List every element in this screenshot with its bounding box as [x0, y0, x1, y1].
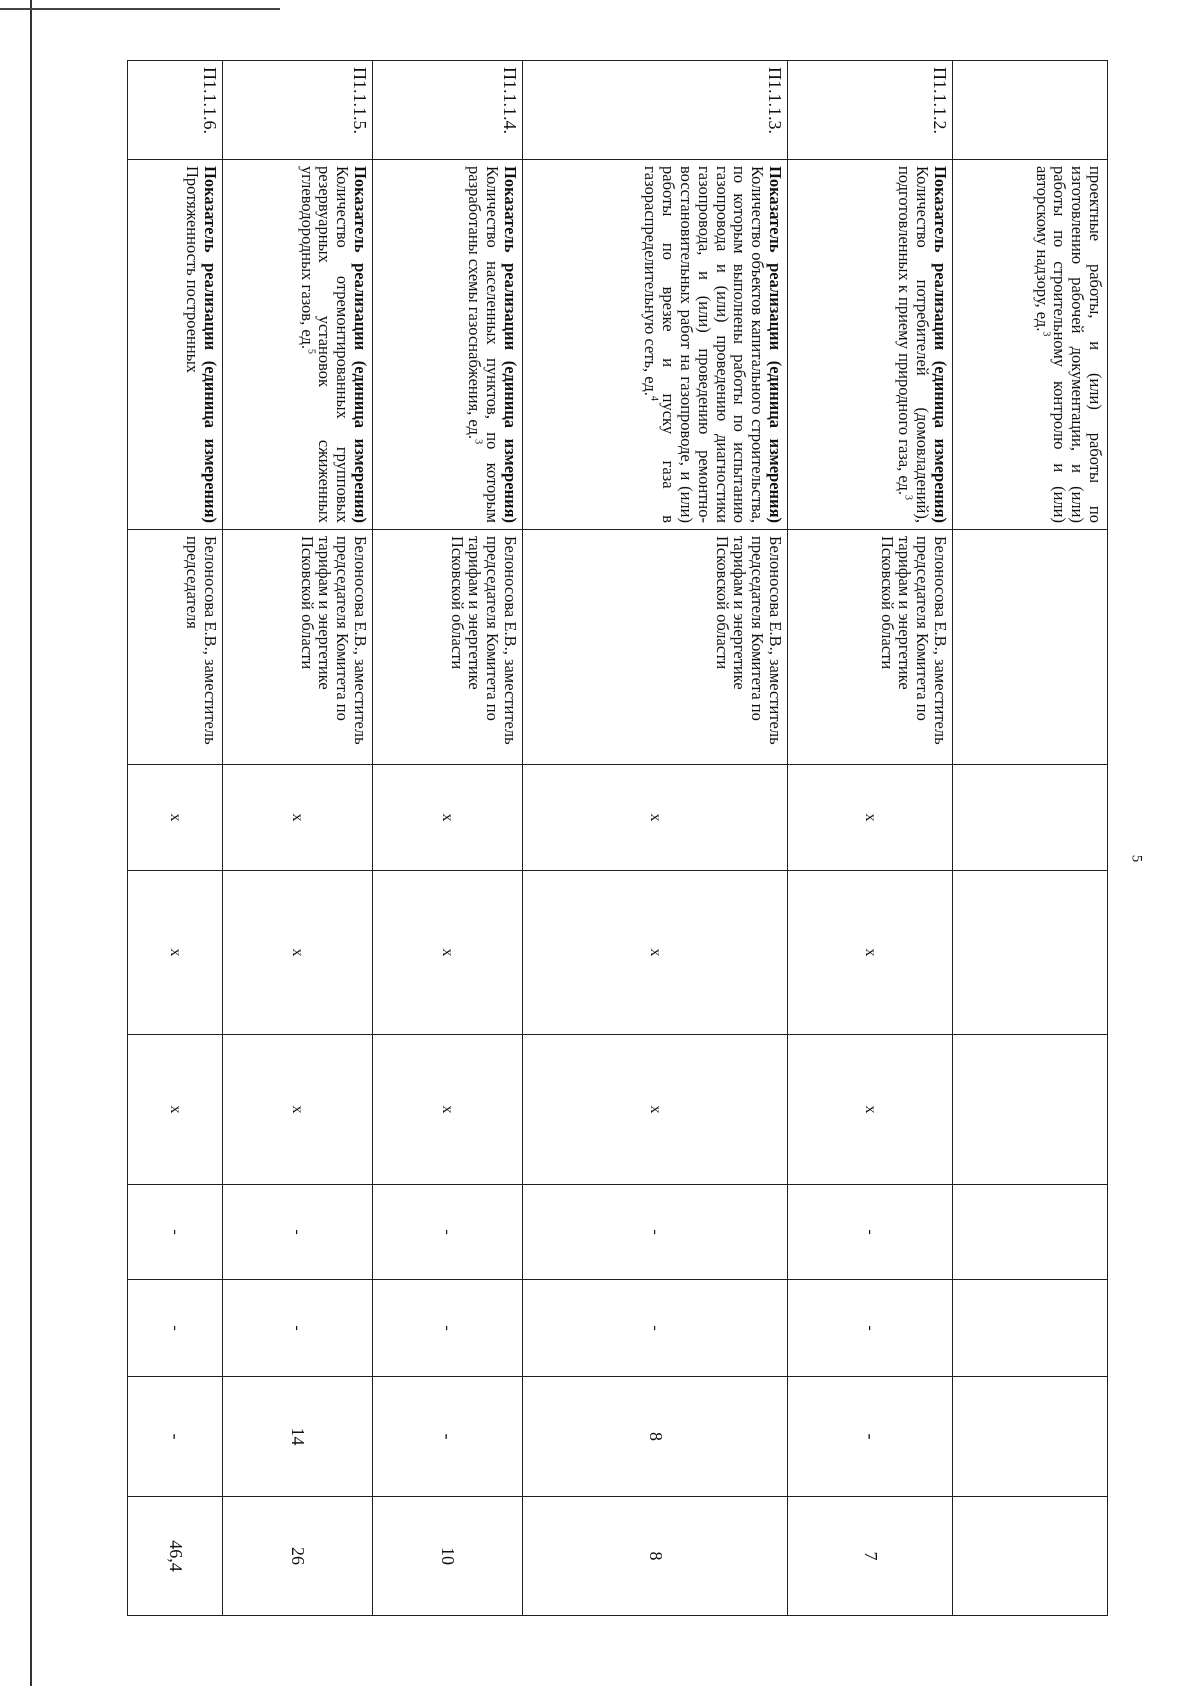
- rotated-table-frame: [128, 60, 1108, 1615]
- total-value-cell: 10: [373, 1497, 523, 1616]
- indicator-text: Количество потребителей (домовладений), подготовленных к приему природного газа, ед.: [895, 166, 933, 523]
- dash-cell: -: [788, 1280, 953, 1377]
- indicator-text: Количество населенных пунктов, по которым разработаны схемы газоснабжения, ед.: [465, 166, 503, 523]
- total-value-cell: 46,4: [128, 1497, 223, 1616]
- dash-cell: [953, 1280, 1108, 1377]
- responsible-person-cell: [953, 530, 1108, 765]
- dash-cell: -: [223, 1280, 373, 1377]
- page-number: 5: [1128, 854, 1145, 863]
- mark-cell: х: [788, 1035, 953, 1185]
- row-description-cell: [953, 160, 1108, 530]
- row-code-cell: П1.1.1.6.: [128, 61, 223, 160]
- table-row: [788, 61, 953, 1616]
- dash-cell: -: [128, 1280, 223, 1377]
- row-code-cell: П1.1.1.4.: [373, 61, 523, 160]
- mark-cell: х: [788, 871, 953, 1035]
- responsible-person-cell: Белоносова Е.В., заместитель председателя Комитета по тарифам и энергетике Псковской области: [373, 530, 523, 765]
- table-row: [953, 61, 1108, 1616]
- row-code-cell: П1.1.1.3.: [523, 61, 788, 160]
- mark-cell: х: [788, 765, 953, 871]
- indicator-heading: Показатель реализации (единица измерения): [931, 166, 950, 523]
- value-cell: -: [373, 1377, 523, 1497]
- dash-cell: -: [788, 1185, 953, 1280]
- table-row: [373, 61, 523, 1616]
- dash-cell: -: [373, 1280, 523, 1377]
- value-cell: -: [128, 1377, 223, 1497]
- table-row: [523, 61, 788, 1616]
- indicator-heading: Показатель реализации (единица измерения): [201, 166, 220, 523]
- indicator-heading: Показатель реализации (единица измерения): [501, 166, 520, 523]
- value-cell: 8: [523, 1377, 788, 1497]
- indicator-heading: Показатель реализации (единица измерения): [351, 166, 370, 523]
- mark-cell: [953, 765, 1108, 871]
- total-value-cell: 8: [523, 1497, 788, 1616]
- indicator-text: Количество отремонтированных групповых резервуарных установок сжиженных углеводородных газов, ед.: [297, 166, 353, 523]
- mark-cell: х: [373, 1035, 523, 1185]
- footnote-ref: 3: [472, 439, 484, 445]
- mark-cell: х: [523, 765, 788, 871]
- dash-cell: -: [523, 1185, 788, 1280]
- dash-cell: -: [223, 1185, 373, 1280]
- row-description-cell: [223, 160, 373, 530]
- indicator-table: [127, 60, 1108, 1616]
- scan-edge-line: [30, 0, 32, 1686]
- row-description-cell: [523, 160, 788, 530]
- mark-cell: х: [223, 1035, 373, 1185]
- total-value-cell: [953, 1497, 1108, 1616]
- row-description-cell: [373, 160, 523, 530]
- row-code-cell: П1.1.1.5.: [223, 61, 373, 160]
- responsible-person-cell: Белоносова Е.В., заместитель председателя Комитета по тарифам и энергетике Псковской области: [788, 530, 953, 765]
- total-value-cell: 26: [223, 1497, 373, 1616]
- table-row: [223, 61, 373, 1616]
- mark-cell: х: [128, 765, 223, 871]
- mark-cell: х: [128, 1035, 223, 1185]
- value-cell: -: [788, 1377, 953, 1497]
- indicator-heading: Показатель реализации (единица измерения): [766, 166, 785, 523]
- responsible-person-cell: Белоносова Е.В., заместитель председателя Комитета по тарифам и энергетике Псковской области: [223, 530, 373, 765]
- value-cell: [953, 1377, 1108, 1497]
- row-code-cell: П1.1.1.2.: [788, 61, 953, 160]
- row-code-cell: [953, 61, 1108, 160]
- mark-cell: х: [373, 765, 523, 871]
- row-description-cell: [128, 160, 223, 530]
- indicator-text: Протяженность построенных: [183, 166, 203, 374]
- dash-cell: -: [128, 1185, 223, 1280]
- responsible-person-cell: Белоносова Е.В., заместитель председателя Комитета по тарифам и энергетике Псковской области: [523, 530, 788, 765]
- indicator-text: проектные работы, и (или) работы по изготовлению рабочей документации, и (или) работы по строительному контролю и (или) авторскому надзору, ед.: [1032, 166, 1105, 523]
- row-description-cell: [788, 160, 953, 530]
- mark-cell: х: [223, 765, 373, 871]
- mark-cell: х: [128, 871, 223, 1035]
- footnote-ref: 3: [902, 495, 914, 501]
- footnote-ref: 4: [648, 395, 660, 401]
- mark-cell: [953, 871, 1108, 1035]
- mark-cell: х: [523, 1035, 788, 1185]
- dash-cell: -: [373, 1185, 523, 1280]
- responsible-person-cell: Белоносова Е.В., заместитель председателя: [128, 530, 223, 765]
- mark-cell: [953, 1035, 1108, 1185]
- total-value-cell: 7: [788, 1497, 953, 1616]
- mark-cell: х: [523, 871, 788, 1035]
- mark-cell: х: [223, 871, 373, 1035]
- dash-cell: -: [523, 1280, 788, 1377]
- footnote-ref: 5: [305, 348, 317, 354]
- table-row: [128, 61, 223, 1616]
- value-cell: 14: [223, 1377, 373, 1497]
- scan-edge-line: [0, 8, 280, 10]
- mark-cell: х: [373, 871, 523, 1035]
- dash-cell: [953, 1185, 1108, 1280]
- footnote-ref: 3: [1040, 331, 1052, 337]
- indicator-text: Количество объектов капитального строительства, по которым выполнены работы по испытанию газопровода и (или) проведению диагностики газопровода, и (или) проведению ремонтно-восстановительных работ на газопроводе, и (или) работы по врезке и пуску газа в газораспределительную сеть, ед.: [641, 166, 768, 523]
